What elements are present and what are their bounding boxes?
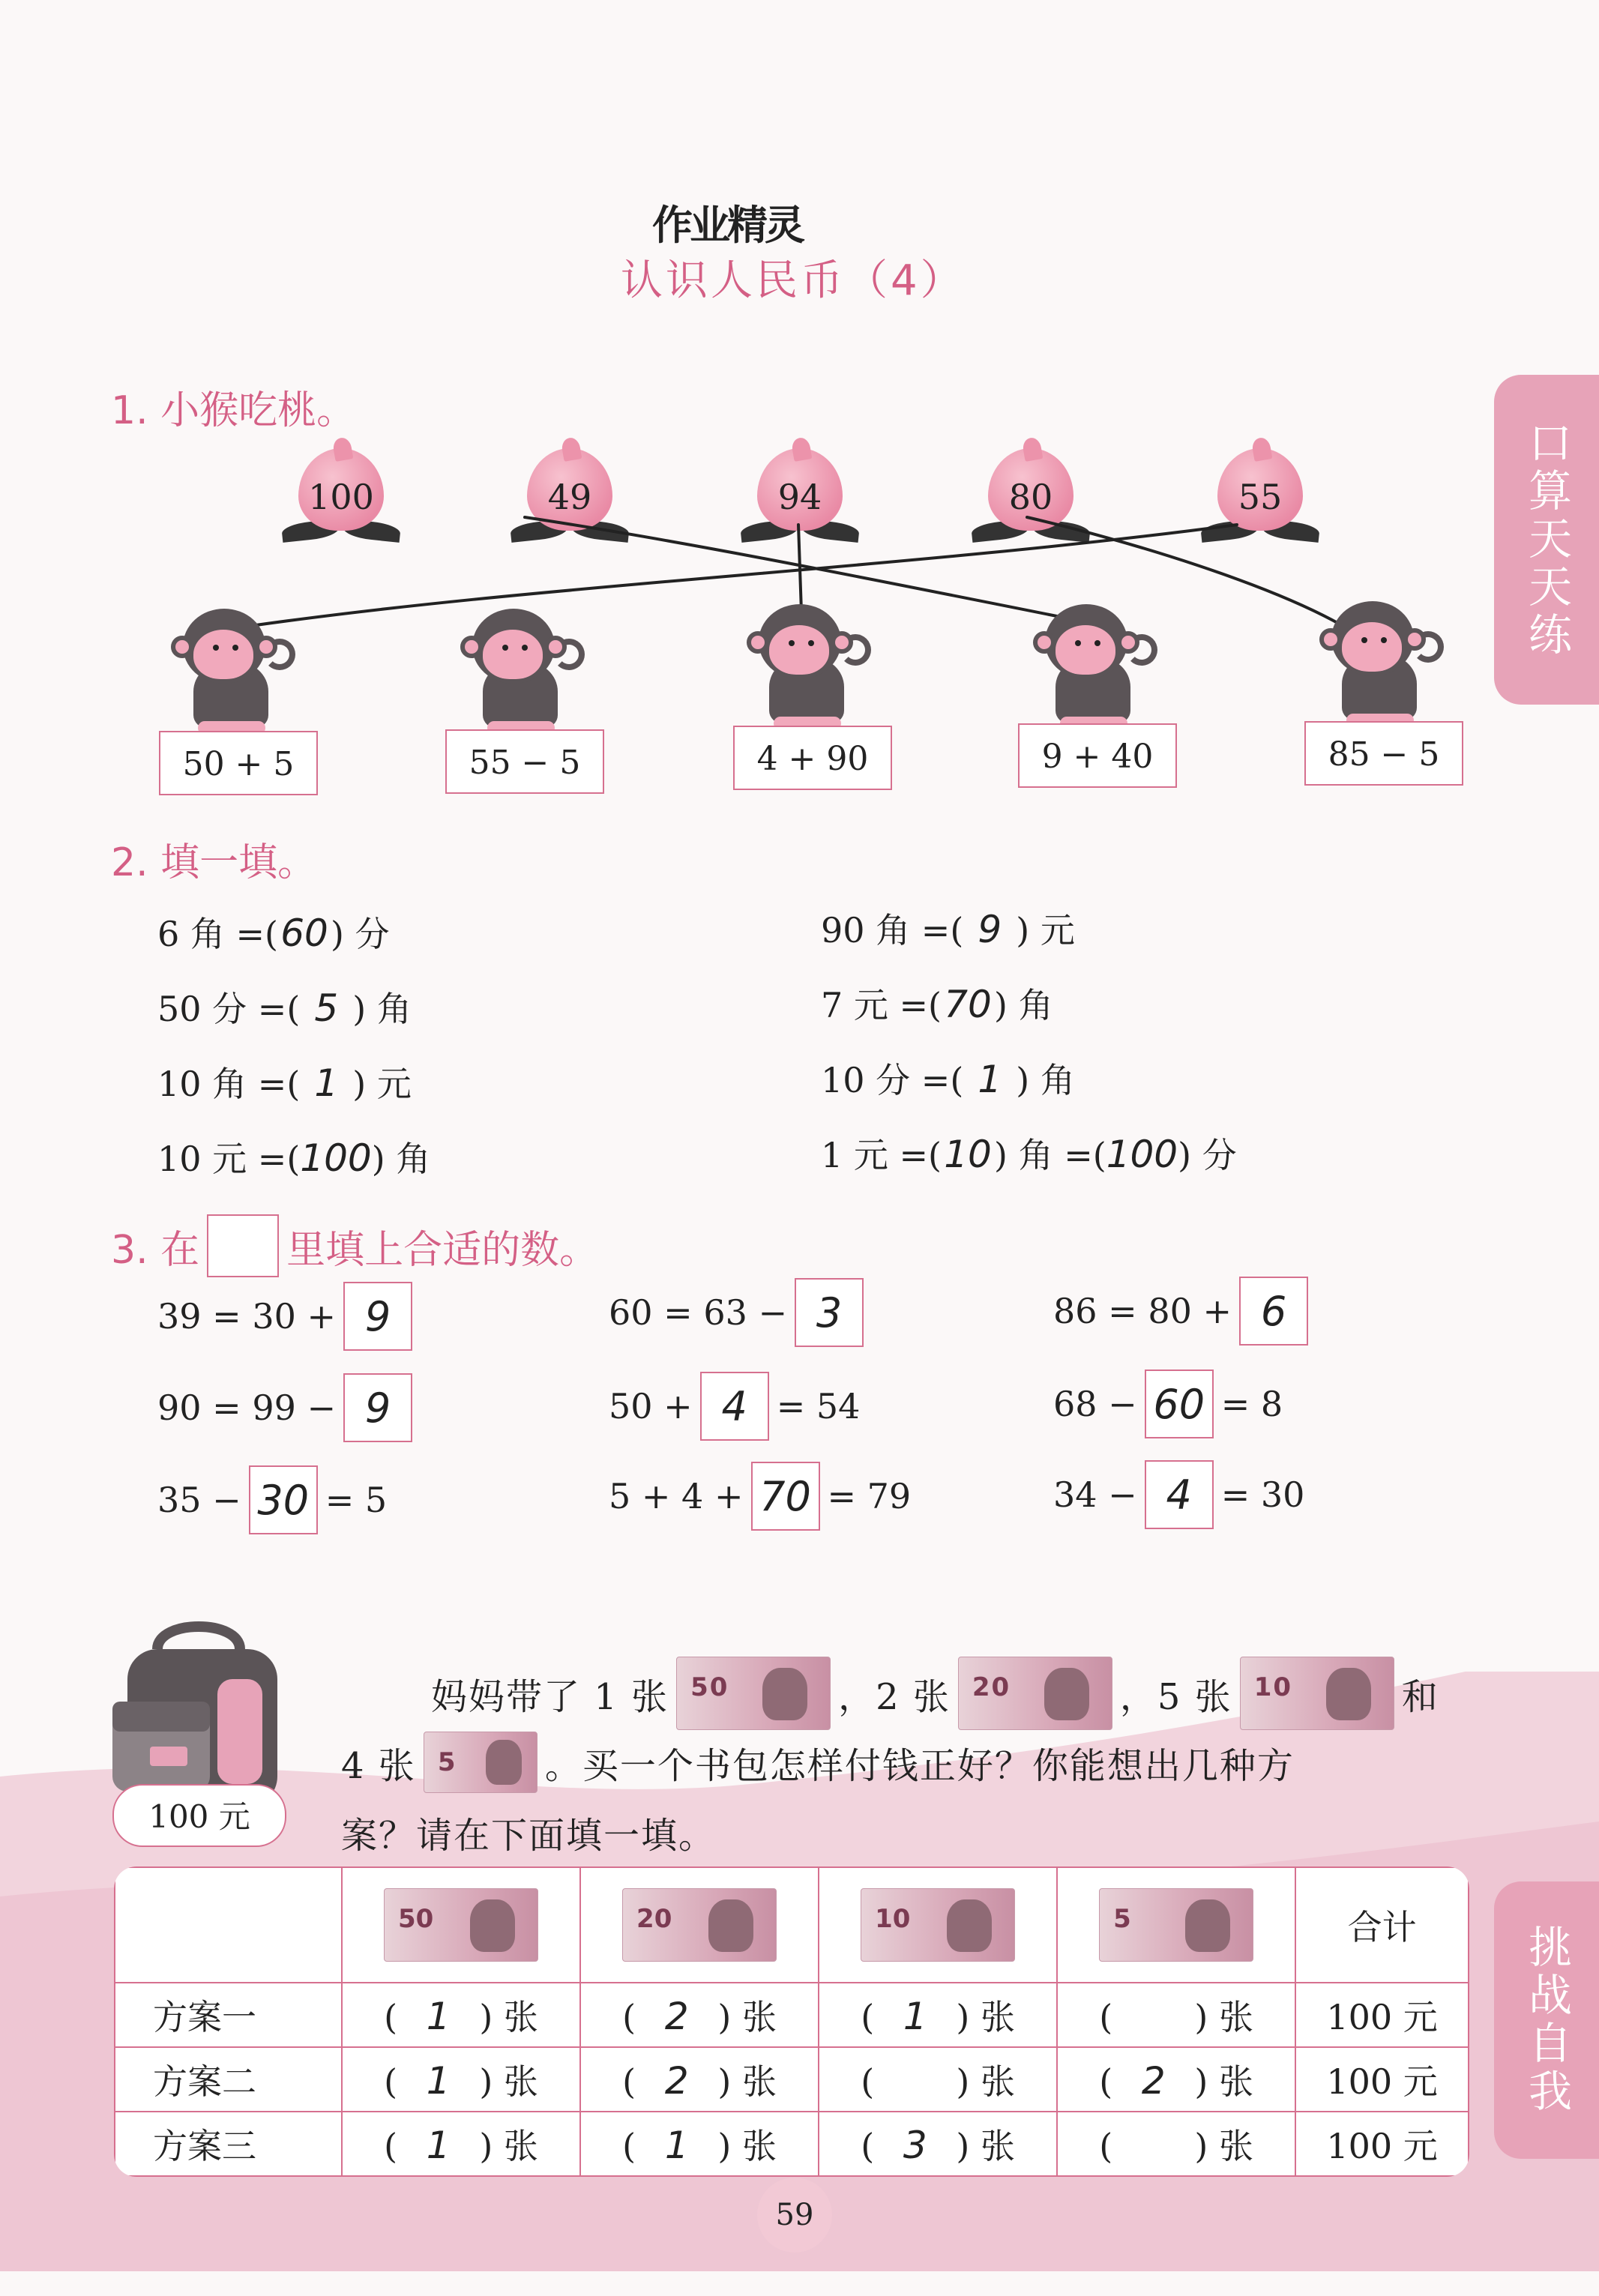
table-cell[interactable]: ( 2 ) 张 [580, 2047, 819, 2112]
table-cell[interactable]: ( 1 ) 张 [342, 1983, 580, 2047]
cell-answer[interactable]: 1 [426, 1995, 451, 2038]
unit: 张 [503, 1997, 538, 2037]
eq-left: 60 = 63 − [609, 1292, 788, 1333]
banknote-20-icon [622, 1888, 777, 1962]
col-50 [342, 1867, 580, 1983]
table-cell[interactable]: ( 1 ) 张 [580, 2112, 819, 2176]
monkey-3 [747, 604, 874, 732]
equation [157, 1373, 420, 1442]
table-cell[interactable]: ( 2 ) 张 [580, 1983, 819, 2047]
eq-left: 50 + [609, 1386, 693, 1426]
banknote-20-icon [958, 1657, 1112, 1730]
unit: 张 [741, 1997, 777, 2037]
page-title: 认识人民币（4） [621, 256, 966, 305]
text: 4 张 [341, 1744, 416, 1787]
challenge-line-2 [341, 1732, 1295, 1793]
monkey-expression-3: 4 + 90 [733, 726, 892, 790]
banknote-10-icon [1240, 1657, 1394, 1730]
eq-right: = 30 [1220, 1474, 1305, 1515]
fill-suffix: ) 角 [371, 1139, 431, 1179]
text: 妈妈带了 1 张 [431, 1675, 669, 1718]
cell-answer[interactable]: 2 [664, 1995, 689, 2038]
monkey-1 [171, 609, 298, 736]
note-value: 20 [636, 1904, 672, 1934]
tab-challenge[interactable]: 挑战自我 [1494, 1881, 1599, 2159]
table-cell[interactable]: ( 2 ) 张 [1057, 2047, 1295, 2112]
fill-prefix: 1 元 =( [821, 1135, 942, 1175]
price-tag: 100 元 [112, 1784, 286, 1847]
text: ，2 张 [838, 1675, 951, 1718]
tab-mental-math[interactable]: 口算天天练 [1494, 375, 1599, 705]
note-value: 50 [690, 1672, 729, 1702]
equation [157, 1282, 420, 1351]
eq-left: 35 − [157, 1480, 241, 1520]
fill-row [157, 907, 390, 956]
table-row [115, 2047, 1469, 2112]
fill-answer[interactable]: 100 [300, 1136, 372, 1180]
note-value: 5 [1113, 1904, 1131, 1934]
fill-row [157, 1057, 412, 1106]
answer-box[interactable]: 70 [751, 1462, 820, 1531]
answer-box[interactable]: 9 [343, 1282, 412, 1351]
unit: 张 [1219, 2126, 1253, 2166]
fill-row [821, 903, 1075, 953]
equation [1053, 1460, 1304, 1529]
eq-left: 86 = 80 + [1053, 1291, 1232, 1331]
section-3-heading-b: 里填上合适的数。 [286, 1227, 599, 1273]
note-value: 5 [437, 1747, 457, 1777]
answer-box[interactable]: 60 [1145, 1370, 1214, 1438]
col-10 [819, 1867, 1057, 1983]
equation [1053, 1370, 1283, 1438]
monkey-expression-4: 9 + 40 [1018, 723, 1177, 788]
section-2-heading: 2. 填一填。 [111, 840, 317, 885]
row-label: 方案二 [115, 2047, 342, 2112]
fill-answer[interactable]: 9 [978, 908, 1002, 951]
fill-suffix: ) 角 [1016, 1060, 1075, 1100]
fill-answer[interactable]: 1 [314, 1061, 339, 1105]
fill-prefix: 10 元 =( [157, 1139, 301, 1179]
monkey-expression-5: 85 − 5 [1304, 721, 1463, 786]
banknote-50-icon [384, 1888, 538, 1962]
peach-value: 80 [1008, 477, 1053, 517]
note-value: 20 [972, 1672, 1011, 1702]
equation [609, 1372, 860, 1441]
equation [609, 1278, 871, 1347]
answer-box[interactable]: 30 [249, 1465, 318, 1534]
banknote-10-icon [861, 1888, 1015, 1962]
col-5 [1057, 1867, 1295, 1983]
cell-answer[interactable]: 1 [903, 1995, 927, 2038]
unit: 张 [980, 2061, 1015, 2102]
banknote-50-icon [676, 1657, 831, 1730]
section-3-heading-a: 3. 在 [111, 1227, 200, 1273]
fill-suffix: ) 分 [1178, 1135, 1237, 1175]
peach-value: 49 [547, 477, 592, 517]
row-label: 方案三 [115, 2112, 342, 2176]
unit: 张 [980, 2126, 1015, 2166]
table-corner [115, 1867, 342, 1983]
peach-value: 94 [777, 477, 822, 517]
fill-suffix: ) 分 [331, 914, 390, 954]
unit: 张 [741, 2061, 777, 2102]
fill-suffix: ) 角 [994, 985, 1053, 1025]
fill-prefix: 50 分 =( [157, 989, 301, 1029]
row-total: 100 元 [1295, 2047, 1469, 2112]
col-total: 合计 [1295, 1867, 1469, 1983]
fill-row [821, 1128, 1237, 1178]
equation [1053, 1277, 1316, 1346]
unit: 张 [503, 2061, 538, 2102]
fill-answer[interactable]: 10 [944, 1133, 992, 1176]
fill-suffix: ) 角 [352, 989, 412, 1029]
banknote-5-icon [424, 1732, 537, 1793]
example-box [207, 1214, 279, 1277]
row-label: 方案一 [115, 1983, 342, 2047]
monkey-2 [460, 609, 588, 736]
note-value: 10 [875, 1904, 911, 1934]
note-value: 10 [1253, 1672, 1293, 1702]
unit: 张 [1219, 1997, 1253, 2037]
answer-box[interactable]: 6 [1239, 1277, 1308, 1346]
table-cell[interactable]: ( 1 ) 张 [342, 2112, 580, 2176]
logo: 作业精灵 [652, 201, 802, 249]
fill-prefix: 90 角 =( [821, 910, 964, 950]
text: 。买一个书包怎样付钱正好？你能想出几种方 [544, 1744, 1295, 1787]
cell-answer[interactable]: 2 [1141, 2059, 1166, 2103]
table-cell[interactable]: ( ) 张 [1057, 2112, 1295, 2176]
fill-answer[interactable]: 70 [944, 983, 992, 1026]
fill-answer[interactable]: 60 [280, 912, 328, 955]
text: 和 [1401, 1675, 1439, 1718]
eq-right: = 79 [827, 1476, 912, 1516]
fill-answer[interactable]: 5 [314, 986, 339, 1030]
fill-suffix: ) 元 [1016, 910, 1075, 950]
table-cell[interactable]: ( 1 ) 张 [342, 2047, 580, 2112]
banknote-5-icon [1099, 1888, 1253, 1962]
unit: 张 [503, 2126, 538, 2166]
eq-right: = 54 [776, 1386, 861, 1426]
section-3-heading [111, 1214, 598, 1277]
monkey-5 [1319, 601, 1447, 729]
unit: 张 [1219, 2061, 1253, 2102]
fill-prefix: 10 角 =( [157, 1064, 301, 1104]
cell-answer[interactable]: 3 [903, 2124, 927, 2167]
row-total: 100 元 [1295, 2112, 1469, 2176]
monkey-expression-2: 55 − 5 [445, 729, 604, 794]
cell-answer[interactable]: 1 [426, 2124, 451, 2167]
eq-left: 90 = 99 − [157, 1387, 337, 1428]
text: ，5 张 [1119, 1675, 1232, 1718]
fill-prefix: 6 角 =( [157, 914, 278, 954]
equation [609, 1462, 911, 1531]
eq-left: 68 − [1053, 1384, 1137, 1424]
fill-row [157, 982, 412, 1031]
table-cell[interactable]: ( ) 张 [1057, 1983, 1295, 2047]
eq-right: = 8 [1220, 1384, 1283, 1424]
eq-left: 5 + 4 + [609, 1476, 744, 1516]
peach-value: 55 [1238, 477, 1283, 517]
monkey-4 [1033, 604, 1160, 732]
unit: 张 [980, 1997, 1015, 2037]
equation [157, 1465, 387, 1534]
eq-left: 34 − [1053, 1474, 1137, 1515]
fill-row [157, 1132, 430, 1181]
monkey-expression-1: 50 + 5 [159, 731, 318, 795]
fill-answer[interactable]: 1 [978, 1058, 1002, 1101]
table-cell[interactable]: ( 3 ) 张 [819, 2112, 1057, 2176]
col-20 [580, 1867, 819, 1983]
table-cell[interactable]: ( ) 张 [819, 2047, 1057, 2112]
fill-row [821, 978, 1053, 1028]
table-row [115, 2112, 1469, 2176]
payment-table [114, 1866, 1469, 2177]
answer-box[interactable]: 4 [1145, 1460, 1214, 1529]
challenge-line-1 [431, 1657, 1439, 1730]
page-number: 59 [757, 2178, 832, 2253]
answer-box[interactable]: 9 [343, 1373, 412, 1442]
cell-answer[interactable]: 1 [426, 2059, 451, 2103]
answer-box[interactable]: 4 [700, 1372, 769, 1441]
section-1-heading: 1. 小猴吃桃。 [111, 388, 356, 433]
table-row [115, 1983, 1469, 2047]
challenge-line-3: 案？请在下面填一填。 [341, 1815, 717, 1857]
cell-answer[interactable]: 2 [664, 2059, 689, 2103]
peach-value: 100 [308, 477, 374, 517]
fill-answer-2[interactable]: 100 [1106, 1133, 1178, 1176]
fill-suffix: ) 元 [352, 1064, 412, 1104]
answer-box[interactable]: 3 [795, 1278, 864, 1347]
table-header-row [115, 1867, 1469, 1983]
row-total: 100 元 [1295, 1983, 1469, 2047]
fill-row [821, 1053, 1075, 1103]
fill-prefix: 10 分 =( [821, 1060, 964, 1100]
cell-answer[interactable]: 1 [664, 2124, 689, 2167]
table-cell[interactable]: ( 1 ) 张 [819, 1983, 1057, 2047]
eq-left: 39 = 30 + [157, 1296, 337, 1337]
fill-prefix: 7 元 =( [821, 985, 942, 1025]
unit: 张 [741, 2126, 777, 2166]
note-value: 50 [398, 1904, 434, 1934]
eq-right: = 5 [325, 1480, 388, 1520]
fill-middle: ) 角 =( [994, 1135, 1106, 1175]
